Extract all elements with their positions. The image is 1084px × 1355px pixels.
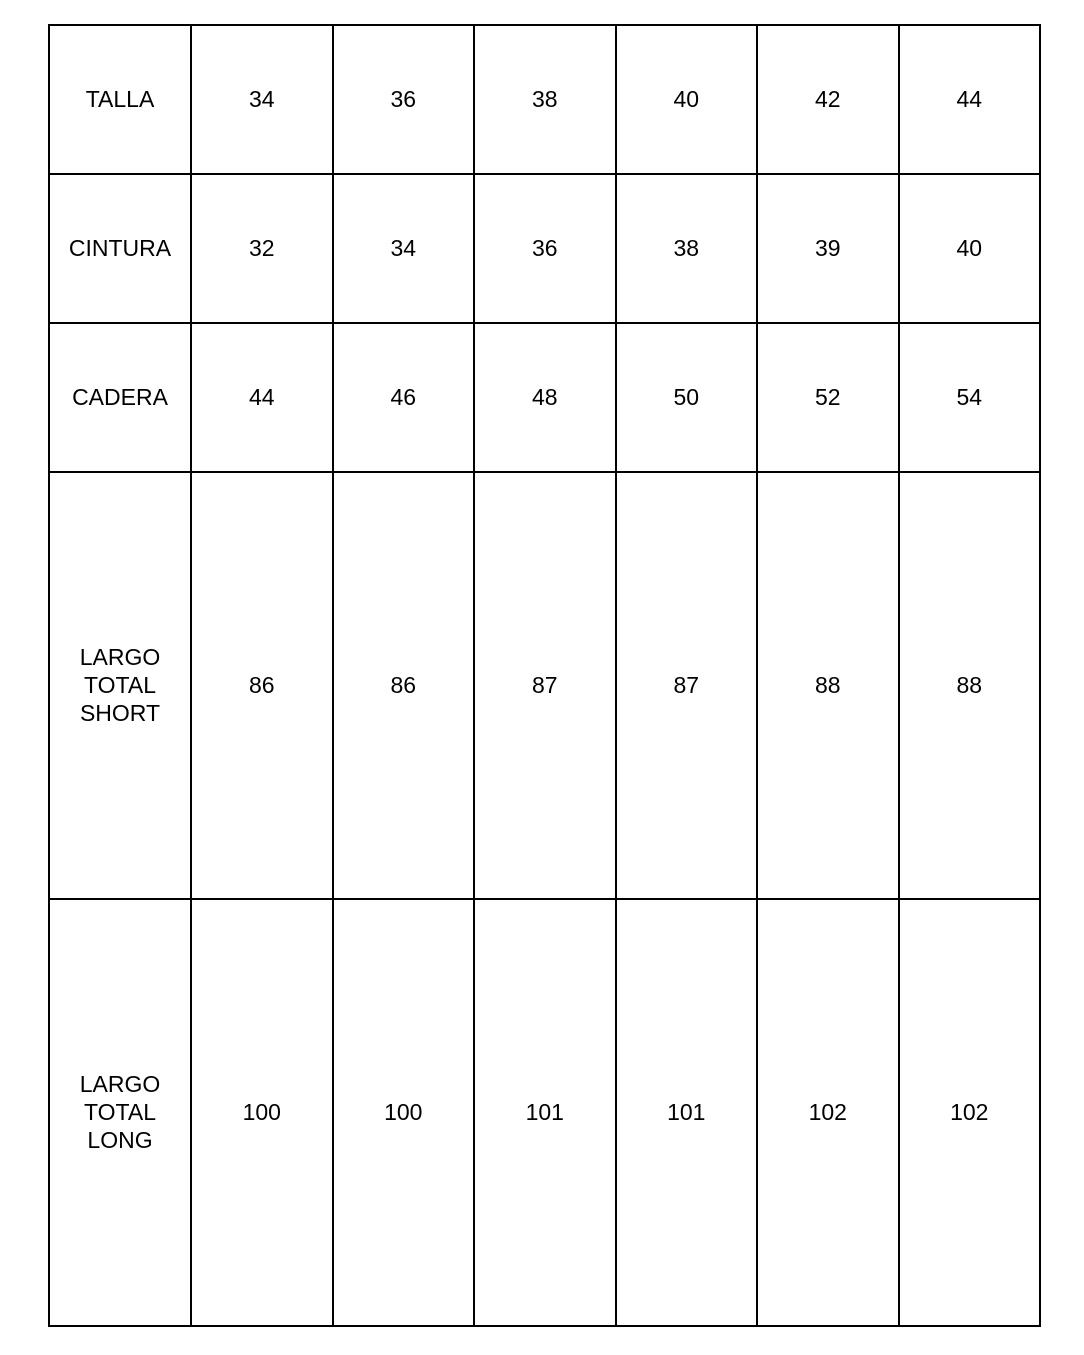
table-cell: 101 (616, 899, 758, 1326)
row-label-text: CINTURA (68, 235, 172, 262)
table-cell: 52 (757, 323, 899, 472)
table-cell: 44 (899, 25, 1041, 174)
table-cell: 54 (899, 323, 1041, 472)
row-label-text: TALLA (85, 86, 155, 113)
row-label-cadera (49, 323, 191, 472)
row-label-text: CADERA (72, 384, 168, 411)
table-cell: 86 (191, 472, 333, 899)
table-row-largo-total-long (49, 899, 1040, 1326)
table-cell: 36 (474, 174, 616, 323)
table-cell: 38 (616, 174, 758, 323)
table-cell: 40 (899, 174, 1041, 323)
table-cell: 42 (757, 25, 899, 174)
table-row-cadera (49, 323, 1040, 472)
table-cell: 48 (474, 323, 616, 472)
table-cell: 34 (191, 25, 333, 174)
row-label-talla (49, 25, 191, 174)
table-cell: 38 (474, 25, 616, 174)
table-cell: 34 (333, 174, 475, 323)
table-cell: 39 (757, 174, 899, 323)
size-chart-table (48, 24, 1041, 1327)
table-row-cintura (49, 174, 1040, 323)
table-cell: 40 (616, 25, 758, 174)
row-label-largo-total-short (49, 472, 191, 899)
table-cell: 88 (757, 472, 899, 899)
table-cell: 32 (191, 174, 333, 323)
row-label-text: SHORT (79, 700, 161, 727)
table-cell: 100 (333, 899, 475, 1326)
table-cell: 102 (899, 899, 1041, 1326)
row-label-text: LARGO (79, 644, 161, 671)
table-cell: 88 (899, 472, 1041, 899)
row-label-text: TOTAL (84, 672, 156, 699)
table-cell: 102 (757, 899, 899, 1326)
table-cell: 50 (616, 323, 758, 472)
table-cell: 100 (191, 899, 333, 1326)
table-cell: 87 (474, 472, 616, 899)
row-label-text: LONG (87, 1127, 153, 1154)
row-label-text: LARGO (79, 1071, 161, 1098)
table-cell: 101 (474, 899, 616, 1326)
table-row-talla (49, 25, 1040, 174)
row-label-cintura (49, 174, 191, 323)
table-cell: 87 (616, 472, 758, 899)
table-cell: 36 (333, 25, 475, 174)
table-cell: 46 (333, 323, 475, 472)
row-label-text: TOTAL (84, 1099, 156, 1126)
table-row-largo-total-short (49, 472, 1040, 899)
row-label-largo-total-long (49, 899, 191, 1326)
table-cell: 86 (333, 472, 475, 899)
table-cell: 44 (191, 323, 333, 472)
